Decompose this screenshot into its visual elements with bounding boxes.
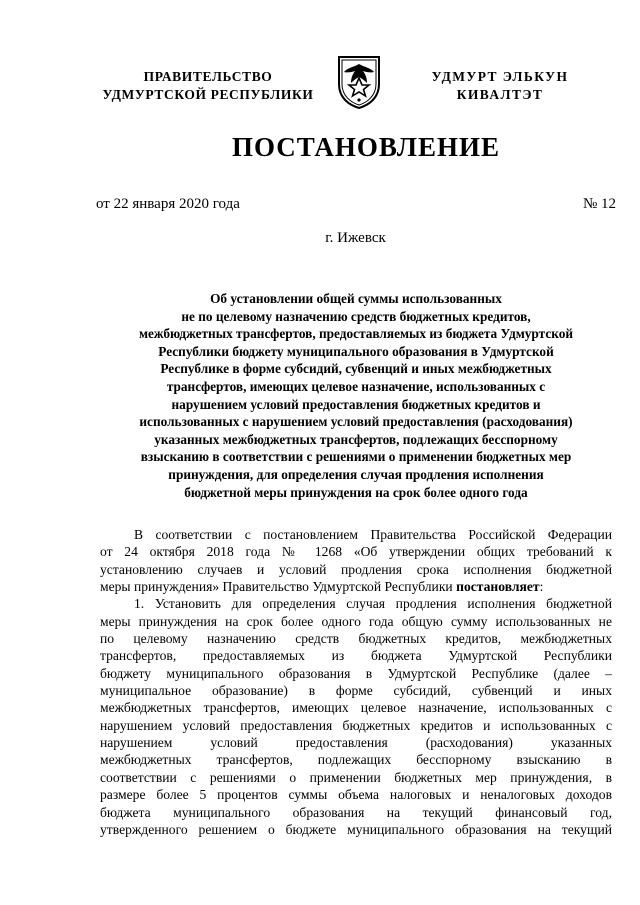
udmurt-coat-of-arms-icon [335, 54, 383, 110]
issuer-udmurt [420, 68, 580, 104]
subject-line: бюджетной меры принуждения на срок более одного года [184, 484, 528, 500]
subject-line: трансфертов, имеющих целевое назначение, использованных с [166, 378, 546, 394]
body-text: меры принуждения» Правительство Удмуртской Республики [100, 579, 457, 595]
subject-line: не по целевому назначению средств бюджетных кредитов, [181, 308, 531, 324]
body-line: 1. Установить для определения случая продления исполнения бюджетной [134, 596, 612, 612]
subject-line: указанных межбюджетных трансфертов, подлежащих бесспорному [154, 431, 558, 447]
document-date: от 22 января 2020 года [96, 196, 240, 212]
subject-line: нарушением условий предоставления бюджетных кредитов и [171, 396, 541, 412]
subject-line: межбюджетных трансфертов, предоставляемых из бюджета Удмуртской [138, 326, 574, 342]
operative-word: постановляет [456, 579, 540, 595]
body-text: : [539, 579, 544, 595]
body-line: нарушением условий предоставления (расходования) указанных [100, 735, 612, 751]
issuer-russian-line-2: УДМУРТСКОЙ РЕСПУБЛИКИ [102, 87, 314, 102]
body-line [100, 578, 612, 595]
subject-line: взысканию в соответствии с решениями о применении бюджетных мер [140, 449, 572, 465]
body-line: муниципальное образование) в форме субсидий, субвенций и иных [100, 683, 612, 699]
body-line: бюджету муниципального образования в Удмуртской Республике (далее – [100, 665, 612, 681]
subject-line: Республике в форме субсидий, субвенций и иных межбюджетных [160, 361, 552, 377]
body-line: соответствии с решениями о применении бюджетных мер принуждения, в [100, 769, 612, 785]
document-city: г. Ижевск [325, 230, 386, 246]
subject-line: Об установлении общей суммы использованных [210, 291, 502, 306]
body-line: меры принуждения на срок более одного года общую сумму использованных не [100, 613, 612, 629]
document-subject [100, 290, 612, 501]
document-body [100, 526, 612, 838]
subject-line: использованных с нарушением условий предоставления (расходования) [139, 414, 573, 430]
body-line: утвержденного решением о бюджете муниципального образования на текущий [100, 821, 612, 837]
issuer-udmurt-line-2: КИВАЛТЭТ [456, 87, 544, 102]
body-line: установлению случаев и условий продления срока исполнения бюджетной [100, 561, 612, 577]
document-number: № 12 [582, 196, 616, 212]
subject-line: Республики бюджету муниципального образования в Удмуртской [158, 343, 554, 359]
body-line: нарушением условий предоставления бюджетных кредитов и использованных с [100, 717, 612, 733]
body-line: от 24 октября 2018 года № 1268 «Об утверждении общих требований к [100, 544, 612, 560]
body-line: межбюджетных трансфертов, имеющих целевое назначение, использованных с [100, 700, 612, 716]
body-line: размере более 5 процентов суммы объема налоговых и неналоговых доходов [100, 787, 612, 803]
issuer-russian [92, 68, 324, 104]
body-line: межбюджетных трансфертов, подлежащих бесспорному взысканию в [100, 752, 612, 768]
body-line: по целевому назначению средств бюджетных кредитов, межбюджетных [100, 631, 612, 647]
body-line: бюджета муниципального образования на текущий финансовый год, [100, 804, 612, 820]
issuer-udmurt-line-1: УДМУРТ ЭЛЬКУН [431, 69, 569, 84]
body-line: В соответствии с постановлением Правительства Российской Федерации [134, 527, 612, 542]
issuer-russian-line-1: ПРАВИТЕЛЬСТВО [143, 69, 273, 84]
subject-line: принуждения, для определения случая продления исполнения [168, 466, 544, 482]
body-line: трансфертов, предоставляемых из бюджета Удмуртской Республики [100, 648, 612, 664]
document-title: ПОСТАНОВЛЕНИЕ [231, 132, 501, 162]
